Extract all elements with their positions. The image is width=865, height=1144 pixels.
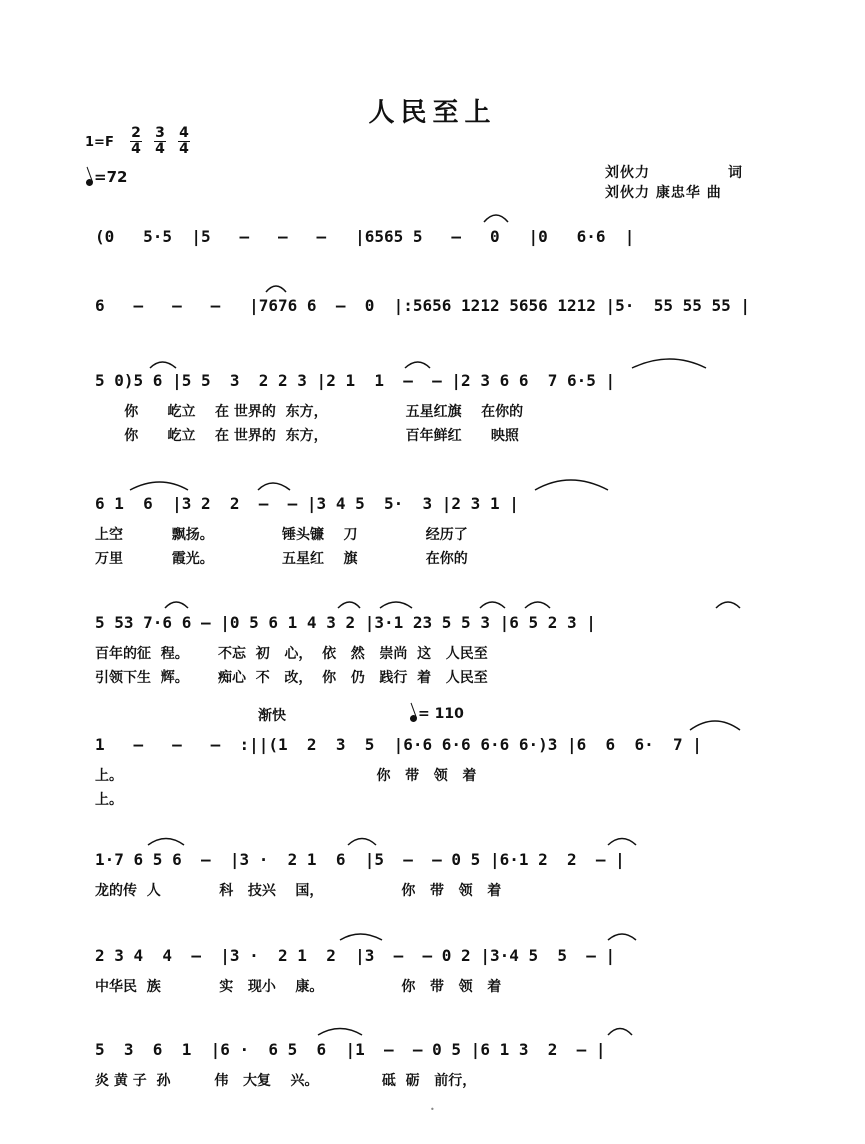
quarter-note-icon	[85, 178, 94, 187]
slur-mark	[148, 839, 184, 846]
notes-line: 6 — — — |7676 6 — 0 |:5656 1212 5656 1212 |5· 55 55 55 |	[95, 296, 751, 315]
lyricist-role: 词	[728, 165, 742, 181]
tempo-value: = 110	[418, 706, 464, 722]
notes-line: 1·7 6 5 6 — |3 · 2 1 6 |5 — — 0 5 |6·1 2 2 — |	[95, 850, 625, 869]
time-signature-top: 3	[155, 125, 165, 141]
slur-mark	[266, 286, 286, 292]
time-signature-top: 4	[179, 125, 189, 141]
time-signature-3	[176, 126, 192, 157]
lyrics-verse-1: 上。 你 带 领 着	[95, 768, 477, 784]
lyrics-verse-2: 万里 霞光。 五星红 旗 在你的	[95, 551, 468, 567]
lyrics-verse-2: 引领下生 辉。 痴心 不 改， 你 仍 践行 着 人民至	[95, 670, 488, 686]
slur-mark	[690, 721, 740, 730]
time-signature-bottom: 4	[131, 141, 141, 157]
slur-mark	[632, 359, 706, 368]
slur-mark	[535, 480, 608, 490]
notes-line: 5 0)5 6 |5 5 3 2 2 3 |2 1 1 — — |2 3 6 6 7 6·5 |	[95, 371, 616, 390]
slur-mark	[608, 1029, 632, 1036]
slur-mark	[480, 602, 505, 608]
time-signature-bottom: 4	[179, 141, 189, 157]
tempo-marking	[86, 168, 127, 186]
key-signature: 1=F	[85, 135, 114, 150]
tempo-value: =72	[94, 168, 128, 186]
composer-credit: 刘伙力 康忠华 曲	[605, 185, 722, 201]
time-signature-top: 2	[131, 125, 141, 141]
lyrics-verse-2: 上。	[95, 792, 123, 808]
slur-mark	[340, 934, 382, 940]
slur-mark	[484, 215, 508, 222]
lyrics-verse-1: 百年的征 程。 不忘 初 心， 依 然 崇尚 这 人民至	[95, 646, 488, 662]
slur-mark	[338, 602, 360, 608]
slur-mark	[258, 483, 290, 490]
lyrics-verse-1: 你 屹立 在 世界的 东方， 五星红旗 在你的	[95, 404, 524, 420]
slur-mark	[348, 839, 376, 846]
accelerando-marking: 渐快	[258, 708, 286, 724]
lyricist-credit: 刘伙力	[605, 165, 650, 181]
quarter-note-icon	[409, 714, 418, 723]
notes-line: 5 53 7·6 6 — |0 5 6 1 4 3 2 |3·1 23 5 5 3 |6 5 2 3 |	[95, 613, 596, 632]
notes-line: 2 3 4 4 — |3 · 2 1 2 |3 — — 0 2 |3·4 5 5 — |	[95, 946, 616, 965]
slur-mark	[165, 602, 188, 608]
slur-mark	[150, 362, 176, 368]
slur-mark	[525, 602, 550, 608]
time-signature-1	[128, 126, 144, 157]
page-marker: •	[430, 1105, 435, 1114]
notes-line: 1 — — — :||(1 2 3 5 |6·6 6·6 6·6 6·)3 |6 6 6· 7 |	[95, 735, 702, 754]
slur-mark	[318, 1029, 362, 1036]
time-signature-bottom: 4	[155, 141, 165, 157]
slur-mark	[130, 482, 188, 490]
slur-mark	[716, 602, 740, 608]
slur-mark	[608, 934, 636, 940]
lyrics-verse-1: 中华民 族 实 现小 康。 你 带 领 着	[95, 979, 502, 995]
lyrics-verse-1: 龙的传 人 科 技兴 国， 你 带 领 着	[95, 883, 502, 899]
lyrics-verse-1: 炎 黄 子 孙 伟 大复 兴。 砥 砺 前行，	[95, 1073, 477, 1089]
notes-line: 6 1 6 |3 2 2 — — |3 4 5 5· 3 |2 3 1 |	[95, 494, 519, 513]
tempo-change-marking	[410, 706, 464, 722]
time-signature-2	[152, 126, 168, 157]
lyrics-verse-1: 上空 飘扬。 锤头镰 刀 经历了	[95, 527, 468, 543]
notes-line: (0 5·5 |5 — — — |6565 5 — 0 |0 6·6 |	[95, 227, 635, 246]
slur-mark	[380, 602, 412, 608]
lyrics-verse-2: 你 屹立 在 世界的 东方， 百年鲜红 映照	[95, 428, 519, 444]
slur-mark	[405, 362, 430, 368]
slur-mark	[608, 839, 636, 846]
notes-line: 5 3 6 1 |6 · 6 5 6 |1 — — 0 5 |6 1 3 2 — |	[95, 1040, 606, 1059]
page-title: 人民至上	[368, 98, 497, 128]
